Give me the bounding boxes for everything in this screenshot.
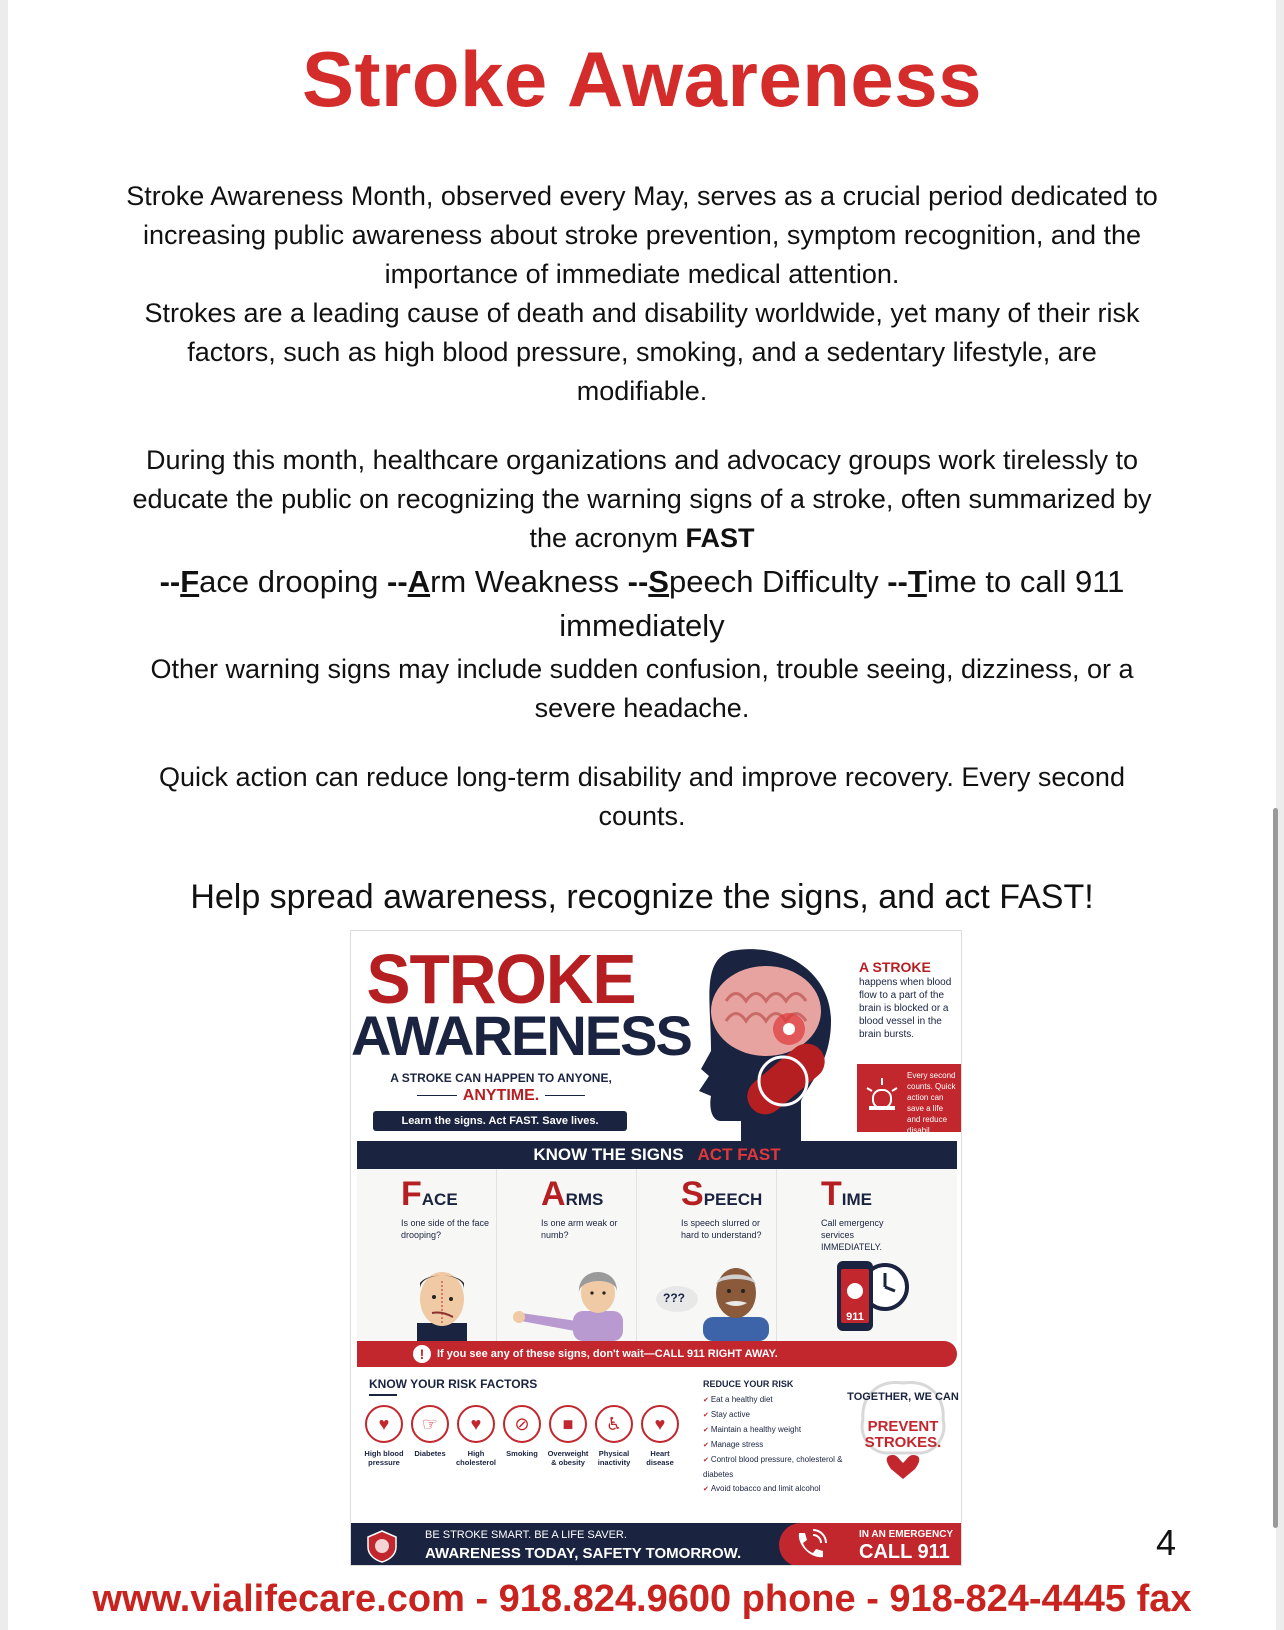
heart-icon: ♥ <box>378 1414 390 1434</box>
infographic-title-stroke: STROKE <box>366 940 636 1018</box>
sign-time <box>777 1169 957 1341</box>
risk-label: High cholesterol <box>455 1449 496 1467</box>
sign-heading <box>541 1175 603 1214</box>
risk-factor <box>545 1405 591 1467</box>
sign-face <box>357 1169 497 1341</box>
awareness-today-text: AWARENESS TODAY, SAFETY TOMORROW. <box>425 1545 742 1562</box>
phone-icon <box>793 1529 827 1561</box>
fast-dash: -- <box>627 564 649 599</box>
infographic-bottom-bar <box>351 1523 962 1566</box>
risk-factor <box>453 1405 499 1467</box>
call-911-text: CALL 911 <box>859 1541 950 1563</box>
text-line: severe headache. <box>534 693 750 723</box>
page-title: Stroke Awareness <box>301 35 983 123</box>
text-line: increasing public awareness about stroke prevention, symptom recognition, and the <box>142 220 1142 250</box>
fast-time: ime to call 911 <box>926 564 1125 599</box>
stroke-definition-body: happens when blood flow to a part of the brain is blocked or a blood vessel in the brain bursts. <box>859 977 952 1040</box>
sign-description: Is one side of the face drooping? <box>401 1218 490 1240</box>
sign-word: RMS <box>565 1190 604 1209</box>
divider <box>369 1394 397 1396</box>
older-man-icon <box>697 1259 775 1341</box>
every-second-text: Every second counts. Quick action can save a life and reduce disabil <box>907 1071 956 1135</box>
text-line: Stroke Awareness Month, observed every May, serves as a crucial period dedicated to <box>126 181 1158 211</box>
list-item: ✔ Manage stress <box>703 1438 853 1453</box>
infographic-title-awareness: AWARENESS <box>351 1004 691 1067</box>
scale-icon: ■ <box>562 1414 574 1434</box>
risk-label: Physical inactivity <box>597 1449 631 1467</box>
text-line: factors, such as high blood pressure, smoking, and a sedentary lifestyle, are <box>187 337 1097 367</box>
exclamation-icon: ! <box>413 1345 431 1363</box>
risk-factor <box>407 1405 453 1458</box>
every-second-box <box>857 1064 961 1135</box>
sign-heading <box>681 1175 762 1214</box>
weak-arm-icon <box>507 1265 633 1341</box>
infographic-anytime: ANYTIME. <box>351 1087 651 1105</box>
fast-dash: -- <box>387 564 408 599</box>
stroke-definition-head: A STROKE <box>859 959 931 975</box>
reduce-risk-heading: REDUCE YOUR RISK <box>703 1379 794 1389</box>
text-line: Quick action can reduce long-term disability and improve recovery. Every second <box>159 762 1125 792</box>
cigarette-icon: ⊘ <box>514 1414 530 1434</box>
risk-factor <box>361 1405 407 1467</box>
text-line <box>88 519 1196 558</box>
text-segment: the acronym <box>529 523 686 553</box>
text-line: Other warning signs may include sudden confusion, trouble seeing, dizziness, or a <box>150 654 1134 684</box>
sign-letter: A <box>541 1175 566 1213</box>
prevent-strokes-badge <box>847 1371 959 1491</box>
fast-letter-a: A <box>407 564 431 599</box>
list-item: ✔ Avoid tobacco and limit alcohol <box>703 1482 853 1497</box>
fast-dash: -- <box>159 564 181 599</box>
signs-panel <box>357 1169 957 1341</box>
fast-letter-t: T <box>907 564 927 599</box>
shield-brain-icon <box>365 1529 399 1563</box>
risk-label: Diabetes <box>414 1449 446 1458</box>
fast-speech: peech Difficulty <box>668 564 888 599</box>
sign-word: IME <box>841 1190 873 1209</box>
risk-factor <box>637 1405 683 1467</box>
text-line: Strokes are a leading cause of death and disability worldwide, yet many of their risk <box>144 298 1140 328</box>
fast-acronym: FAST <box>685 523 755 553</box>
list-item: ✔ Eat a healthy diet <box>703 1393 853 1408</box>
sign-word: ACE <box>421 1190 458 1209</box>
risk-label: Overweight & obesity <box>547 1449 589 1467</box>
paragraph-warning-signs <box>88 441 1196 558</box>
sign-letter: S <box>681 1175 704 1213</box>
be-stroke-smart-text: BE STROKE SMART. BE A LIFE SAVER. <box>425 1529 627 1541</box>
help-spread-line: Help spread awareness, recognize the signs, and act FAST! <box>190 878 1094 916</box>
paragraph-quick-action <box>88 758 1196 836</box>
sign-description: Call emergency services IMMEDIATELY. <box>821 1218 884 1252</box>
stroke-infographic <box>350 930 962 1566</box>
chair-icon: ♿ <box>605 1414 623 1434</box>
risk-factor-icons <box>361 1405 691 1475</box>
sign-letter: F <box>401 1175 422 1213</box>
sign-letter: T <box>821 1175 842 1213</box>
know-the-signs-label: KNOW THE SIGNS <box>533 1145 684 1164</box>
fast-face: ace drooping <box>199 564 388 599</box>
risk-label: High blood pressure <box>364 1449 404 1467</box>
list-item: ✔ Stay active <box>703 1408 853 1423</box>
sign-heading <box>401 1175 458 1214</box>
risk-label: Heart disease <box>646 1449 674 1467</box>
page-number: 4 <box>1156 1522 1177 1563</box>
risk-factor <box>591 1405 637 1467</box>
fast-arm: rm Weakness <box>430 564 628 599</box>
heart-icon: ♥ <box>654 1414 666 1434</box>
risk-factors-heading: KNOW YOUR RISK FACTORS <box>369 1377 538 1391</box>
list-item: ✔ Control blood pressure, cholesterol & diabetes <box>703 1453 853 1482</box>
heart-icon: ♥ <box>470 1414 482 1434</box>
siren-icon <box>863 1076 901 1114</box>
fast-line: immediately <box>559 608 725 643</box>
sign-description: Is speech slurred or hard to understand? <box>681 1218 762 1240</box>
text-line: educate the public on recognizing the warning signs of a stroke, often summarized by <box>132 484 1152 514</box>
sign-word: PEECH <box>703 1190 763 1209</box>
brain-head-icon <box>671 941 841 1141</box>
hand-icon: ☞ <box>421 1414 439 1434</box>
sign-speech <box>637 1169 777 1341</box>
speech-bubble-text: ??? <box>663 1291 685 1305</box>
text-line: counts. <box>598 801 686 831</box>
list-item: ✔ Maintain a healthy weight <box>703 1423 853 1438</box>
sign-heading <box>821 1175 872 1214</box>
infographic-learn-banner: Learn the signs. Act FAST. Save lives. <box>373 1111 627 1131</box>
sign-arms <box>497 1169 637 1341</box>
fast-letter-f: F <box>180 564 200 599</box>
stroke-definition <box>859 961 959 1041</box>
drooping-face-icon <box>407 1267 477 1341</box>
paragraph-other-signs <box>88 650 1196 728</box>
footer-contact: www.vialifecare.com - 918.824.9600 phone - 918-824-4445 fax <box>92 1578 1192 1620</box>
know-the-signs-bar <box>357 1141 957 1169</box>
fast-acronym-list <box>88 560 1196 648</box>
alert-text: If you see any of these signs, don't wait—CALL 911 RIGHT AWAY. <box>437 1348 778 1360</box>
text-line: During this month, healthcare organizations and advocacy groups work tirelessly to <box>145 445 1138 475</box>
emergency-call-box <box>779 1523 962 1566</box>
scrollbar[interactable] <box>1273 808 1278 1528</box>
infographic-subtitle: A STROKE CAN HAPPEN TO ANYONE, <box>390 1071 612 1085</box>
sign-description: Is one arm weak or numb? <box>541 1218 618 1240</box>
paragraph-intro <box>88 177 1196 411</box>
act-fast-label: ACT FAST <box>697 1145 781 1164</box>
fast-dash: -- <box>887 564 908 599</box>
phone-clock-icon <box>833 1257 913 1337</box>
document-page <box>8 0 1276 1630</box>
fast-letter-s: S <box>648 564 669 599</box>
risk-label: Smoking <box>506 1449 538 1458</box>
text-line: modifiable. <box>576 376 708 406</box>
text-line: importance of immediate medical attention. <box>384 259 900 289</box>
in-an-emergency-text: IN AN EMERGENCY <box>859 1529 954 1540</box>
risk-factor <box>499 1405 545 1458</box>
fast-line <box>88 560 1196 604</box>
together-text: TOGETHER, WE CAN <box>847 1391 959 1403</box>
prevent-strokes-text: PREVENT STROKES. <box>864 1418 942 1451</box>
reduce-risk-list <box>703 1377 853 1497</box>
phone-911-label: 911 <box>846 1311 864 1323</box>
call-911-alert-bar <box>357 1341 957 1367</box>
